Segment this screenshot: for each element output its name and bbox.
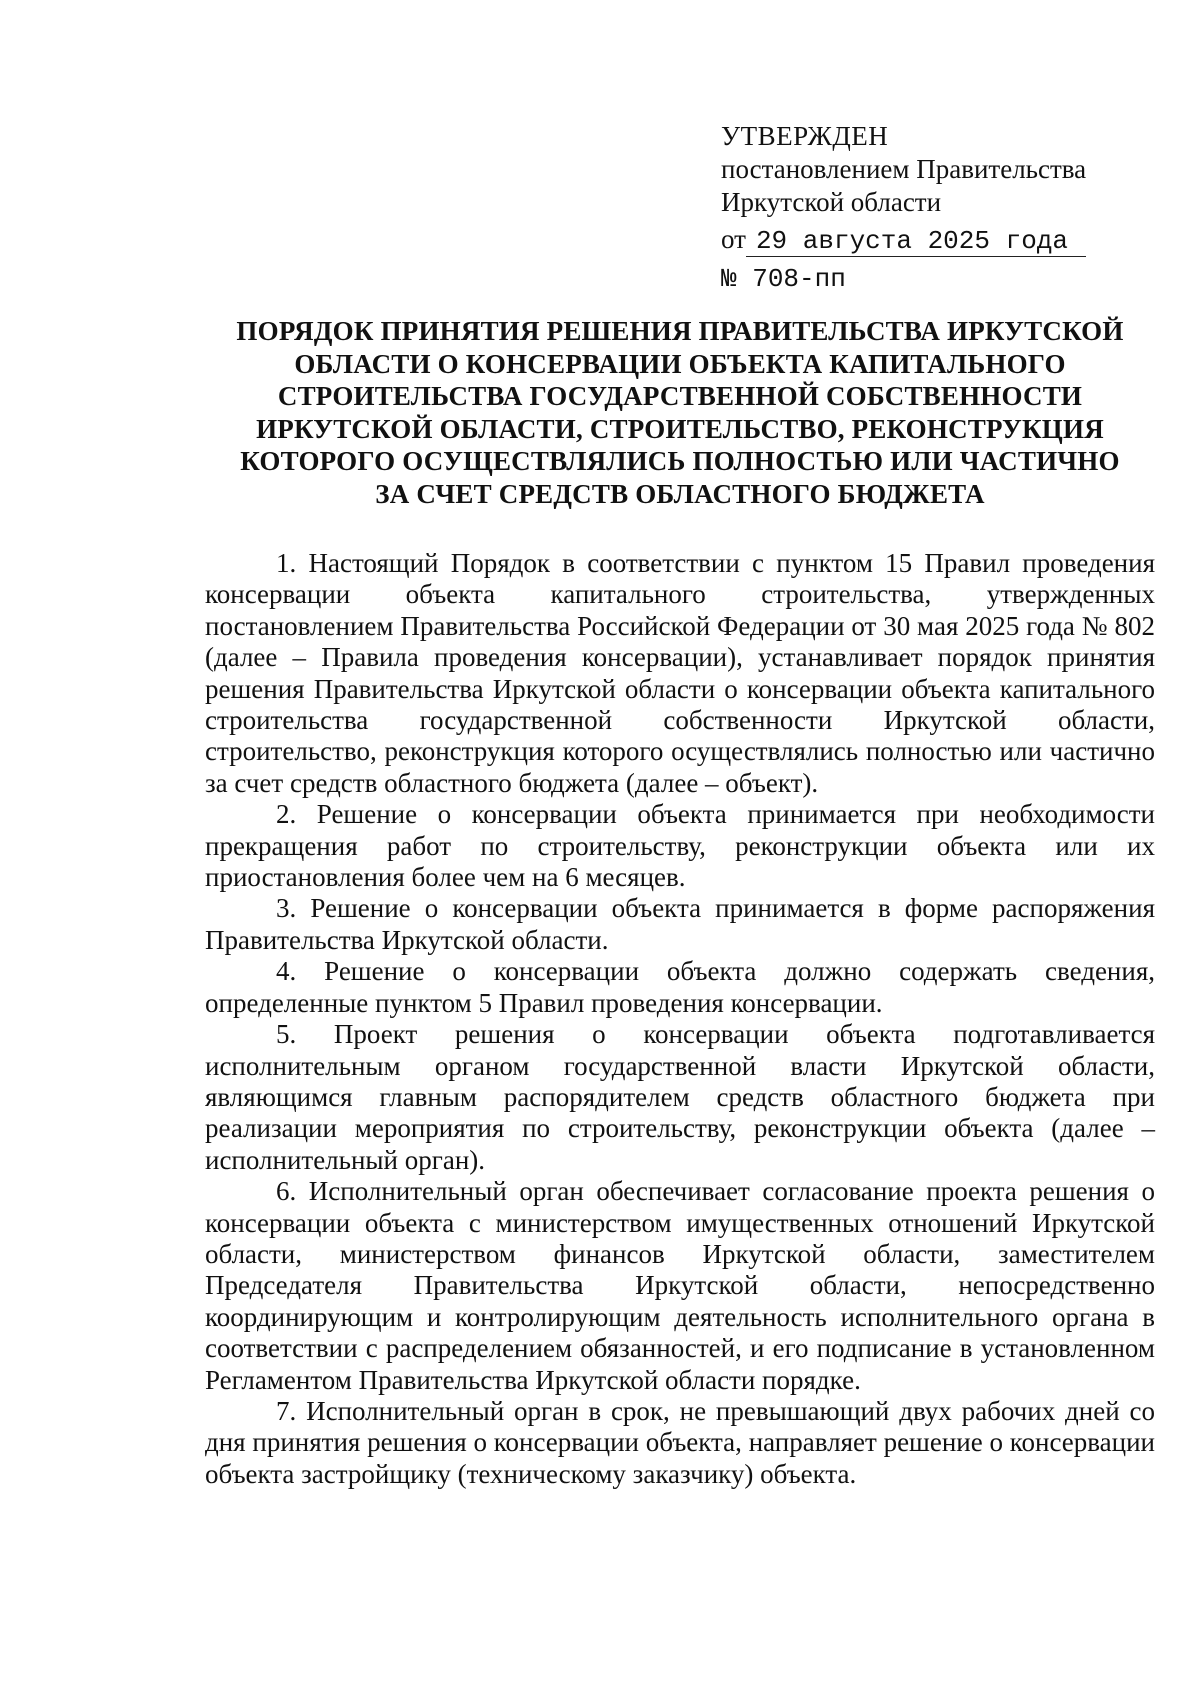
paragraph-3: 3. Решение о консервации объекта принимается в форме распоряжения Правительства Иркутской области. xyxy=(205,893,1155,955)
paragraph-2: 2. Решение о консервации объекта принимается при необходимости прекращения работ по строительству, реконструкции объекта или их приостановления более чем на 6 месяцев. xyxy=(205,799,1155,893)
paragraph-1: 1. Настоящий Порядок в соответствии с пунктом 15 Правил проведения консервации объекта капитального строительства, утвержденных постановлением Правительства Российской Федерации от 30 мая 2025 года № 802 (далее – Правила проведения консервации), устанавливает порядок принятия решения Правительства Иркутской области о консервации объекта капитального строительства государственной собственности Иркутской области, строительство, реконструкция которого осуществлялись полностью или частично за счет средств областного бюджета (далее – объект). xyxy=(205,548,1155,798)
approval-date-prefix: от xyxy=(721,224,746,254)
document-title xyxy=(200,315,1160,510)
title-line: ЗА СЧЕТ СРЕДСТВ ОБЛАСТНОГО БЮДЖЕТА xyxy=(375,478,985,509)
paragraph-7: 7. Исполнительный орган в срок, не превышающий двух рабочих дней со дня принятия решения о консервации объекта, направляет решение о консервации объекта застройщику (техническому заказчику) объекта. xyxy=(205,1395,1155,1489)
approval-date-line xyxy=(721,221,1141,257)
approval-date: 29 августа 2025 года xyxy=(746,226,1086,257)
paragraph-6: 6. Исполнительный орган обеспечивает согласование проекта решения о консервации объекта с министерством имущественных отношений Иркутской области, министерством финансов Иркутской области, заместителем Председателя Правительства Иркутской области, непосредственно координирующим и контролирующим деятельность исполнительного органа в соответствии с распределением обязанностей, и его подписание в установленном Регламентом Правительства Иркутской области порядке. xyxy=(205,1176,1155,1395)
approval-line-2: Иркутской области xyxy=(721,187,942,217)
paragraph-4: 4. Решение о консервации объекта должно содержать сведения, определенные пунктом 5 Правил проведения консервации. xyxy=(205,956,1155,1018)
title-line: СТРОИТЕЛЬСТВА ГОСУДАРСТВЕННОЙ СОБСТВЕННОСТИ xyxy=(277,381,1083,411)
title-line: КОТОРОГО ОСУЩЕСТВЛЯЛИСЬ ПОЛНОСТЬЮ ИЛИ ЧАСТИЧНО xyxy=(240,446,1120,476)
approval-number-line xyxy=(721,261,1141,297)
approval-block xyxy=(721,120,1141,297)
title-line: ОБЛАСТИ О КОНСЕРВАЦИИ ОБЪЕКТА КАПИТАЛЬНОГО xyxy=(294,348,1066,379)
approval-line-1: постановлением Правительства xyxy=(721,154,1087,184)
approval-heading: УТВЕРЖДЕН xyxy=(721,121,889,151)
approval-number: 708-пп xyxy=(752,264,846,294)
title-line: ИРКУТСКОЙ ОБЛАСТИ, СТРОИТЕЛЬСТВО, РЕКОНСТРУКЦИЯ xyxy=(256,413,1104,444)
approval-number-label: № xyxy=(721,264,737,294)
paragraph-5: 5. Проект решения о консервации объекта подготавливается исполнительным органом государственной власти Иркутской области, являющимся главным распорядителем средств областного бюджета при реализации мероприятия по строительству, реконструкции объекта (далее – исполнительный орган). xyxy=(205,1019,1155,1175)
document-body xyxy=(205,548,1155,1490)
title-line: ПОРЯДОК ПРИНЯТИЯ РЕШЕНИЯ ПРАВИТЕЛЬСТВА ИРКУТСКОЙ xyxy=(236,316,1124,346)
